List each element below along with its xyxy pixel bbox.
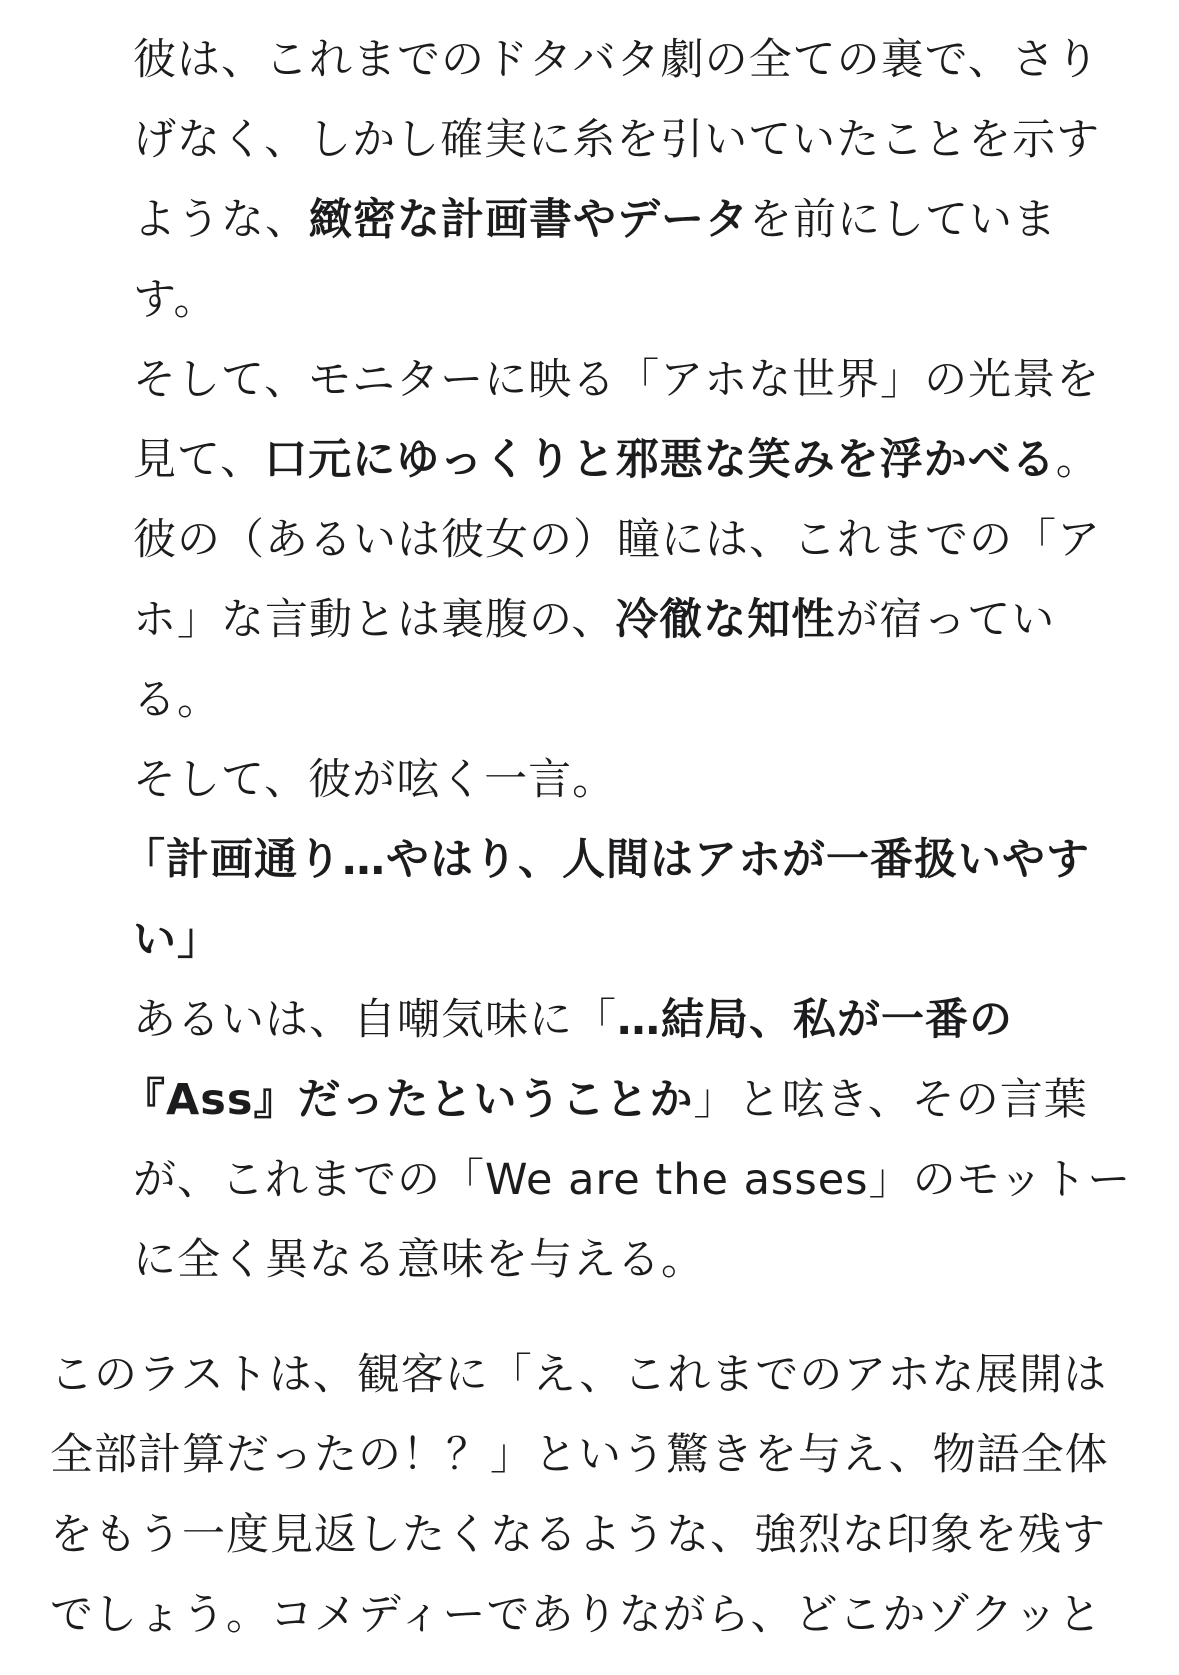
text-run: が、これまでの「We are the asses」のモットー [133, 1155, 1132, 1205]
text-run: 彼の（あるいは彼女の）瞳には、これまでの「ア [133, 515, 1101, 565]
text-run: ホ」な言動とは裏腹の、 [133, 595, 616, 645]
text-run: が宿ってい [835, 595, 1056, 645]
text-run: る。 [133, 675, 221, 725]
emphasis-text: 口元にゆっくりと邪悪な笑みを浮かべる [264, 435, 1056, 485]
text-run: このラストは、観客に「え、これまでのアホな展開は [50, 1350, 1108, 1400]
text-line [133, 740, 616, 820]
text-run: をもう一度見返したくなるような、強烈な印象を残す [50, 1510, 1106, 1560]
text-line [133, 1220, 705, 1300]
text-run: 彼は、これまでのドタバタ劇の全ての裏で、さり [133, 35, 1100, 85]
emphasis-text: い」 [133, 915, 221, 965]
text-run: を前にしていま [749, 195, 1057, 245]
emphasis-text: 『Ass』だったということか [122, 1075, 694, 1125]
text-line [133, 980, 1013, 1060]
text-line [133, 500, 1101, 580]
text-run: す。 [133, 275, 218, 325]
emphasis-text: 冷徹な知性 [615, 595, 836, 645]
text-line [133, 420, 1100, 500]
text-line [133, 100, 1100, 180]
text-line [133, 580, 1055, 660]
text-run: 見て、 [133, 435, 265, 485]
text-run: そして、彼が呟く一言。 [133, 755, 617, 805]
emphasis-text: 緻密な計画書やデータ [309, 195, 749, 245]
text-line [133, 340, 1100, 420]
quote-line [122, 820, 1090, 900]
text-run: そして、モニターに映る「アホな世界」の光景を [133, 355, 1101, 405]
text-line [133, 1140, 1131, 1220]
text-run: 」と呟き、その言葉 [693, 1075, 1088, 1125]
text-run: げなく、しかし確実に糸を引いていたことを示す [133, 115, 1101, 165]
paragraph-line [50, 1495, 1106, 1575]
text-line [122, 1060, 1088, 1140]
text-run: ような、 [133, 195, 309, 245]
text-run: 。 [1055, 435, 1100, 485]
text-run: あるいは、自嘲気味に「 [133, 995, 617, 1045]
quote-line [133, 900, 221, 980]
text-run: でしょう。コメディーでありながら、どこかゾクッと [50, 1590, 1103, 1640]
text-run: に全く異なる意味を与える。 [133, 1235, 705, 1285]
emphasis-text: …結局、私が一番の [617, 995, 1013, 1045]
emphasis-text: 「計画通り…やはり、人間はアホが一番扱いやす [122, 835, 1090, 885]
text-line [133, 260, 218, 340]
text-line [133, 660, 221, 740]
paragraph-line [50, 1415, 1109, 1495]
text-line [133, 180, 1057, 260]
text-line [133, 20, 1100, 100]
text-run: 全部計算だったの！？」という驚きを与え、物語全体 [50, 1430, 1109, 1480]
paragraph-line [50, 1575, 1102, 1655]
paragraph-line [50, 1335, 1107, 1415]
